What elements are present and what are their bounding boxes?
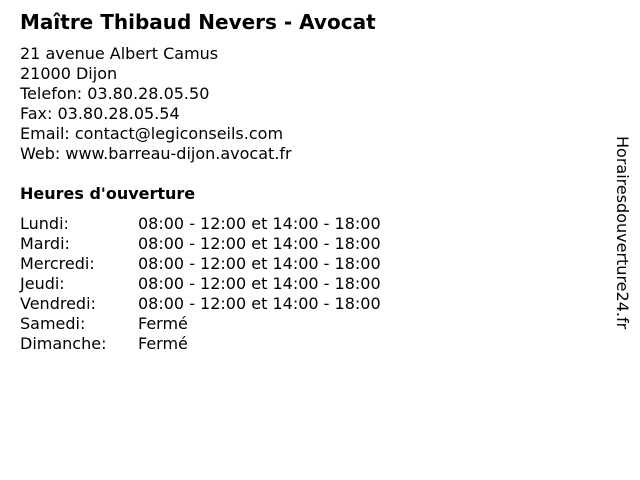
day-label: Mercredi: [20,254,95,273]
website-address: Web: www.barreau-dijon.avocat.fr [20,144,292,163]
site-watermark: Horairesdouverture24.fr [613,136,632,330]
hours-row-tuesday [20,234,440,254]
day-label: Dimanche: [20,334,107,353]
fax-number: Fax: 03.80.28.05.54 [20,104,180,123]
contact-block [20,44,292,164]
day-hours: Fermé [138,314,188,333]
day-hours: 08:00 - 12:00 et 14:00 - 18:00 [138,214,381,233]
address-city: 21000 Dijon [20,64,118,83]
day-hours: 08:00 - 12:00 et 14:00 - 18:00 [138,234,381,253]
page-title: Maître Thibaud Nevers - Avocat [20,10,376,34]
opening-hours-heading: Heures d'ouverture [20,184,196,203]
hours-row-monday [20,214,440,234]
day-label: Mardi: [20,234,70,253]
day-label: Lundi: [20,214,69,233]
email-address: Email: contact@legiconseils.com [20,124,284,143]
hours-row-sunday [20,334,440,354]
day-hours: Fermé [138,334,188,353]
day-hours: 08:00 - 12:00 et 14:00 - 18:00 [138,254,381,273]
day-label: Samedi: [20,314,86,333]
day-hours: 08:00 - 12:00 et 14:00 - 18:00 [138,274,381,293]
phone-number: Telefon: 03.80.28.05.50 [20,84,210,103]
day-hours: 08:00 - 12:00 et 14:00 - 18:00 [138,294,381,313]
hours-row-wednesday [20,254,440,274]
hours-row-saturday [20,314,440,334]
hours-row-thursday [20,274,440,294]
hours-row-friday [20,294,440,314]
day-label: Jeudi: [20,274,65,293]
opening-hours-table [20,214,440,354]
day-label: Vendredi: [20,294,96,313]
address-street: 21 avenue Albert Camus [20,44,219,63]
